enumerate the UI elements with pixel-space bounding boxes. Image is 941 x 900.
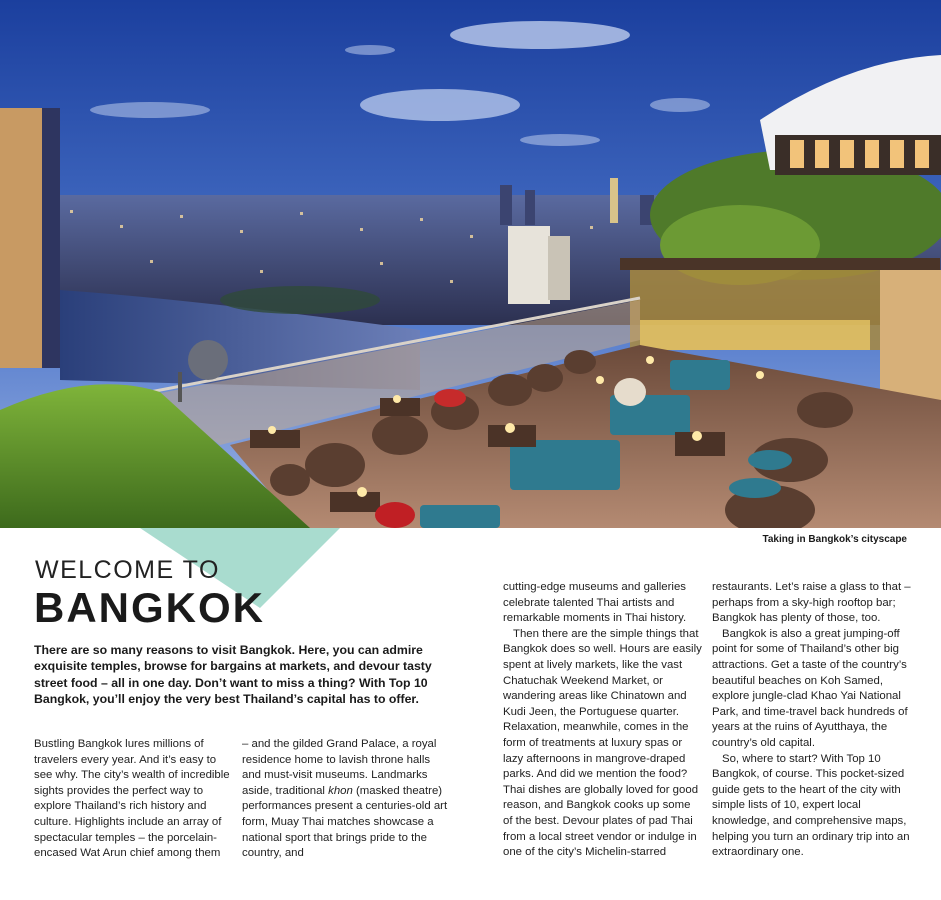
body-column-4 xyxy=(712,580,912,861)
photo-caption: Taking in Bangkok’s cityscape xyxy=(762,534,907,545)
body-column-1 xyxy=(34,737,234,862)
body-paragraph: So, where to start? With Top 10 Bangkok, of course. This pocket-sized guide gets to the heart of the city with simple lists of 10, expert local knowledge, and comprehensive maps, helping you turn an ordinary trip into an extraordinary one. xyxy=(712,752,910,859)
body-paragraph: Bangkok is also a great jumping-off point for some of Thailand’s other big attractions. Get a taste of the country’s beautiful beaches on Koh Samed, explore jungle-clad Khao Yai National Park, and time-travel back hundreds of years at the ruins of Ayutthaya, the country’s old capital. xyxy=(712,627,908,749)
page-title: BANGKOK xyxy=(34,584,265,631)
title-kicker: WELCOME TO xyxy=(35,556,220,584)
body-paragraph: cutting-edge museums and galleries celebrate talented Thai artists and remarkable moments in Thai history. xyxy=(503,581,687,625)
body-paragraph: restaurants. Let’s raise a glass to that – perhaps from a sky-high rooftop bar; Bangkok has plenty of those, too. xyxy=(712,581,911,625)
body-column-3 xyxy=(503,580,703,861)
intro-paragraph: There are so many reasons to visit Bangkok. Here, you can admire exquisite temples, browse for bargains at markets, and devour tasty street food – all in one day. Don’t want to miss a thing? With Top 10 Bangkok, you’ll enjoy the very best Thailand’s capital has to offer. xyxy=(34,643,432,707)
body-column-2 xyxy=(242,737,448,862)
text-run: – and the gilded Grand Palace, a royal residence home to lavish throne halls and must-visit museums. Landmarks aside, traditional xyxy=(242,738,437,797)
body-paragraph: Then there are the simple things that Bangkok does so well. Hours are easily spent at lively markets, like the vast Chatuchak Weekend Market, or wandering areas like Chinatown and Kudi Jeen, the Portuguese quarter. Relaxation, meanwhile, comes in the form of treatments at luxury spas or lazy afternoons in mangrove-draped parks. And did we mention the food? Thai dishes are globally loved for good reason, and Bangkok cooks up some of the best. Devour plates of pad Thai from a local street vendor or indulge in one of the city’s Michelin-starred xyxy=(503,627,702,859)
body-paragraph: Bustling Bangkok lures millions of travelers every year. And it’s easy to see why. The city’s wealth of incredible sights provides the perfect way to explore Thailand’s rich history and culture. Highlights include an array of spectacular temples – the porcelain-encased Wat Arun chief among them xyxy=(34,738,230,860)
text-run: (masked theatre) performances present a centuries-old art form, Muay Thai matches showcase a national sport that brings pride to the country, and xyxy=(242,784,448,860)
body-paragraph xyxy=(242,737,448,862)
khon-term: khon xyxy=(328,784,353,797)
